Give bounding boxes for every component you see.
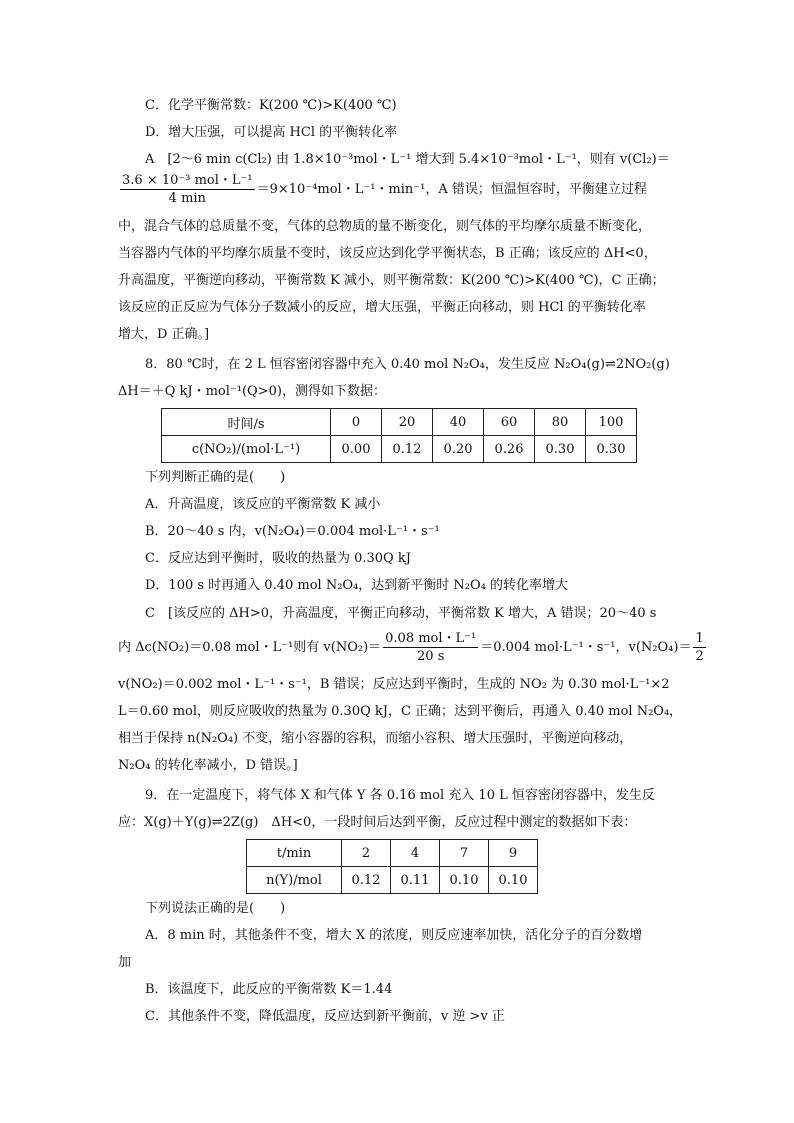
table-cell: 0.20 (433, 436, 484, 463)
q8-answer-line-2-text-a: 内 Δc(NO₂)＝0.08 mol・L⁻¹则有 v(NO₂)＝ (118, 640, 382, 655)
table-cell: c(NO₂)/(mol·L⁻¹) (162, 436, 331, 463)
fraction-numerator: 0.08 mol・L⁻¹ (385, 631, 477, 646)
q7-answer-line-5: 升高温度，平衡逆向移动，平衡常数 K 减小，则平衡常数：K(200 ℃)>K(400 ℃)，C 正确； (118, 273, 665, 288)
q8-answer-line-6: N₂O₄ 的转化率减小，D 错误。] (118, 758, 298, 773)
q7-answer-line-2 (118, 172, 647, 207)
table-cell: 时间/s (162, 409, 331, 436)
q7-option-c: C．化学平衡常数：K(200 ℃)>K(400 ℃) (145, 98, 397, 113)
table-cell: 0.12 (342, 867, 391, 894)
table-cell: n(Y)/mol (247, 867, 342, 894)
q8-option-b: B．20～40 s 内，v(N₂O₄)＝0.004 mol·L⁻¹・s⁻¹ (145, 524, 440, 539)
table-cell: 7 (440, 840, 489, 867)
fraction (383, 630, 478, 665)
table-cell: 0.11 (391, 867, 440, 894)
q8-stem-line-1: 8．80 ℃时，在 2 L 恒容密闭容器中充入 0.40 mol N₂O₄，发生反应 N₂O₄(g)⇌2NO₂(g) (145, 357, 670, 372)
q8-answer-line-2 (118, 630, 708, 665)
q9-option-b: B．该温度下，此反应的平衡常数 K＝1.44 (145, 982, 393, 997)
q8-data-table (161, 408, 637, 463)
q8-answer-line-1: C [该反应的 ΔH>0，升高温度，平衡正向移动，平衡常数 K 增大，A 错误；20～40 s (145, 606, 657, 621)
table-cell: 0.30 (586, 436, 637, 463)
q7-answer-line-1: A [2～6 min c(Cl₂) 由 1.8×10⁻³mol・L⁻¹ 增大到 5.4×10⁻³mol・L⁻¹，则有 v(Cl₂)＝ (145, 152, 670, 167)
table-row (247, 867, 538, 894)
fraction-numerator: 3.6 × 10⁻³ mol・L⁻¹ (122, 173, 253, 188)
q9-data-table (246, 839, 538, 894)
table-row (162, 409, 637, 436)
table-cell: 4 (391, 840, 440, 867)
q8-option-d: D．100 s 时再通入 0.40 mol N₂O₄，达到新平衡时 N₂O₄ 的转化率增大 (145, 578, 569, 593)
table-cell: 0.12 (382, 436, 433, 463)
table-cell: 0.10 (440, 867, 489, 894)
table-cell: 9 (489, 840, 538, 867)
table-cell: 100 (586, 409, 637, 436)
q8-option-a: A．升高温度，该反应的平衡常数 K 减小 (145, 497, 381, 512)
q7-answer-line-2-text: ＝9×10⁻⁴mol・L⁻¹・min⁻¹，A 错误；恒温恒容时，平衡建立过程 (256, 182, 647, 197)
q8-answer-line-3: v(NO₂)＝0.002 mol・L⁻¹・s⁻¹，B 错误；反应达到平衡时，生成的 NO₂ 为 0.30 mol·L⁻¹×2 (118, 677, 670, 692)
table-cell: 0 (331, 409, 382, 436)
table-cell: 20 (382, 409, 433, 436)
table-cell: t/min (247, 840, 342, 867)
q8-question: 下列判断正确的是( ) (145, 470, 286, 485)
q8-answer-line-2-text-b: ＝0.004 mol·L⁻¹・s⁻¹，v(N₂O₄)＝ (480, 640, 692, 655)
q7-answer-line-6: 该反应的正反应为气体分子数减小的反应，增大压强，平衡正向移动，则 HCl 的平衡转化率 (118, 300, 646, 315)
table-cell: 40 (433, 409, 484, 436)
table-cell: 0.26 (484, 436, 535, 463)
q9-option-a-line-1: A．8 min 时，其他条件不变，增大 X 的浓度，则反应速率加快，活化分子的百分数增 (145, 928, 643, 943)
q9-stem-line-1: 9．在一定温度下，将气体 X 和气体 Y 各 0.16 mol 充入 10 L 恒容密闭容器中，发生反 (145, 788, 655, 803)
fraction-half (693, 630, 705, 665)
table-cell: 60 (484, 409, 535, 436)
table-cell: 0.10 (489, 867, 538, 894)
table-row (162, 436, 637, 463)
q8-answer-line-5: 相当于保持 n(N₂O₄) 不变，缩小容器的容积，而缩小容积、增大压强时，平衡逆向移动， (118, 731, 633, 746)
q9-option-a-line-2: 加 (118, 955, 132, 970)
fraction-denominator: 20 s (417, 649, 445, 664)
q7-answer-line-4: 当容器内气体的平均摩尔质量不变时，该反应达到化学平衡状态，B 正确；该反应的 ΔH<0， (118, 246, 657, 261)
fraction-denominator: 4 min (168, 191, 206, 206)
q9-stem-line-2: 应：X(g)＋Y(g)⇌2Z(g) ΔH<0，一段时间后达到平衡，反应过程中测定的数据如下表： (118, 815, 637, 830)
table-cell: 0.30 (535, 436, 586, 463)
fraction-numerator: 1 (695, 631, 704, 646)
fraction-denominator: 2 (695, 649, 704, 664)
table-cell: 80 (535, 409, 586, 436)
q7-answer-line-3: 中，混合气体的总质量不变，气体的总物质的量不断变化，则气体的平均摩尔质量不断变化， (118, 219, 652, 234)
q7-answer-line-7: 增大，D 正确。] (118, 327, 210, 342)
q8-option-c: C．反应达到平衡时，吸收的热量为 0.30Q kJ (145, 551, 411, 566)
fraction (120, 172, 255, 207)
table-cell: 2 (342, 840, 391, 867)
table-row (247, 840, 538, 867)
q9-question: 下列说法正确的是( ) (145, 901, 286, 916)
table-cell: 0.00 (331, 436, 382, 463)
q9-option-c: C．其他条件不变，降低温度，反应达到新平衡前，v 逆 >v 正 (145, 1009, 505, 1024)
q8-answer-line-4: L＝0.60 mol，则反应吸收的热量为 0.30Q kJ，C 正确；达到平衡后，再通入 0.40 mol N₂O₄， (118, 704, 683, 719)
q7-option-d: D．增大压强，可以提高 HCl 的平衡转化率 (145, 125, 398, 140)
q8-stem-line-2: ΔH＝＋Q kJ・mol⁻¹(Q>0)，测得如下数据： (118, 384, 386, 399)
